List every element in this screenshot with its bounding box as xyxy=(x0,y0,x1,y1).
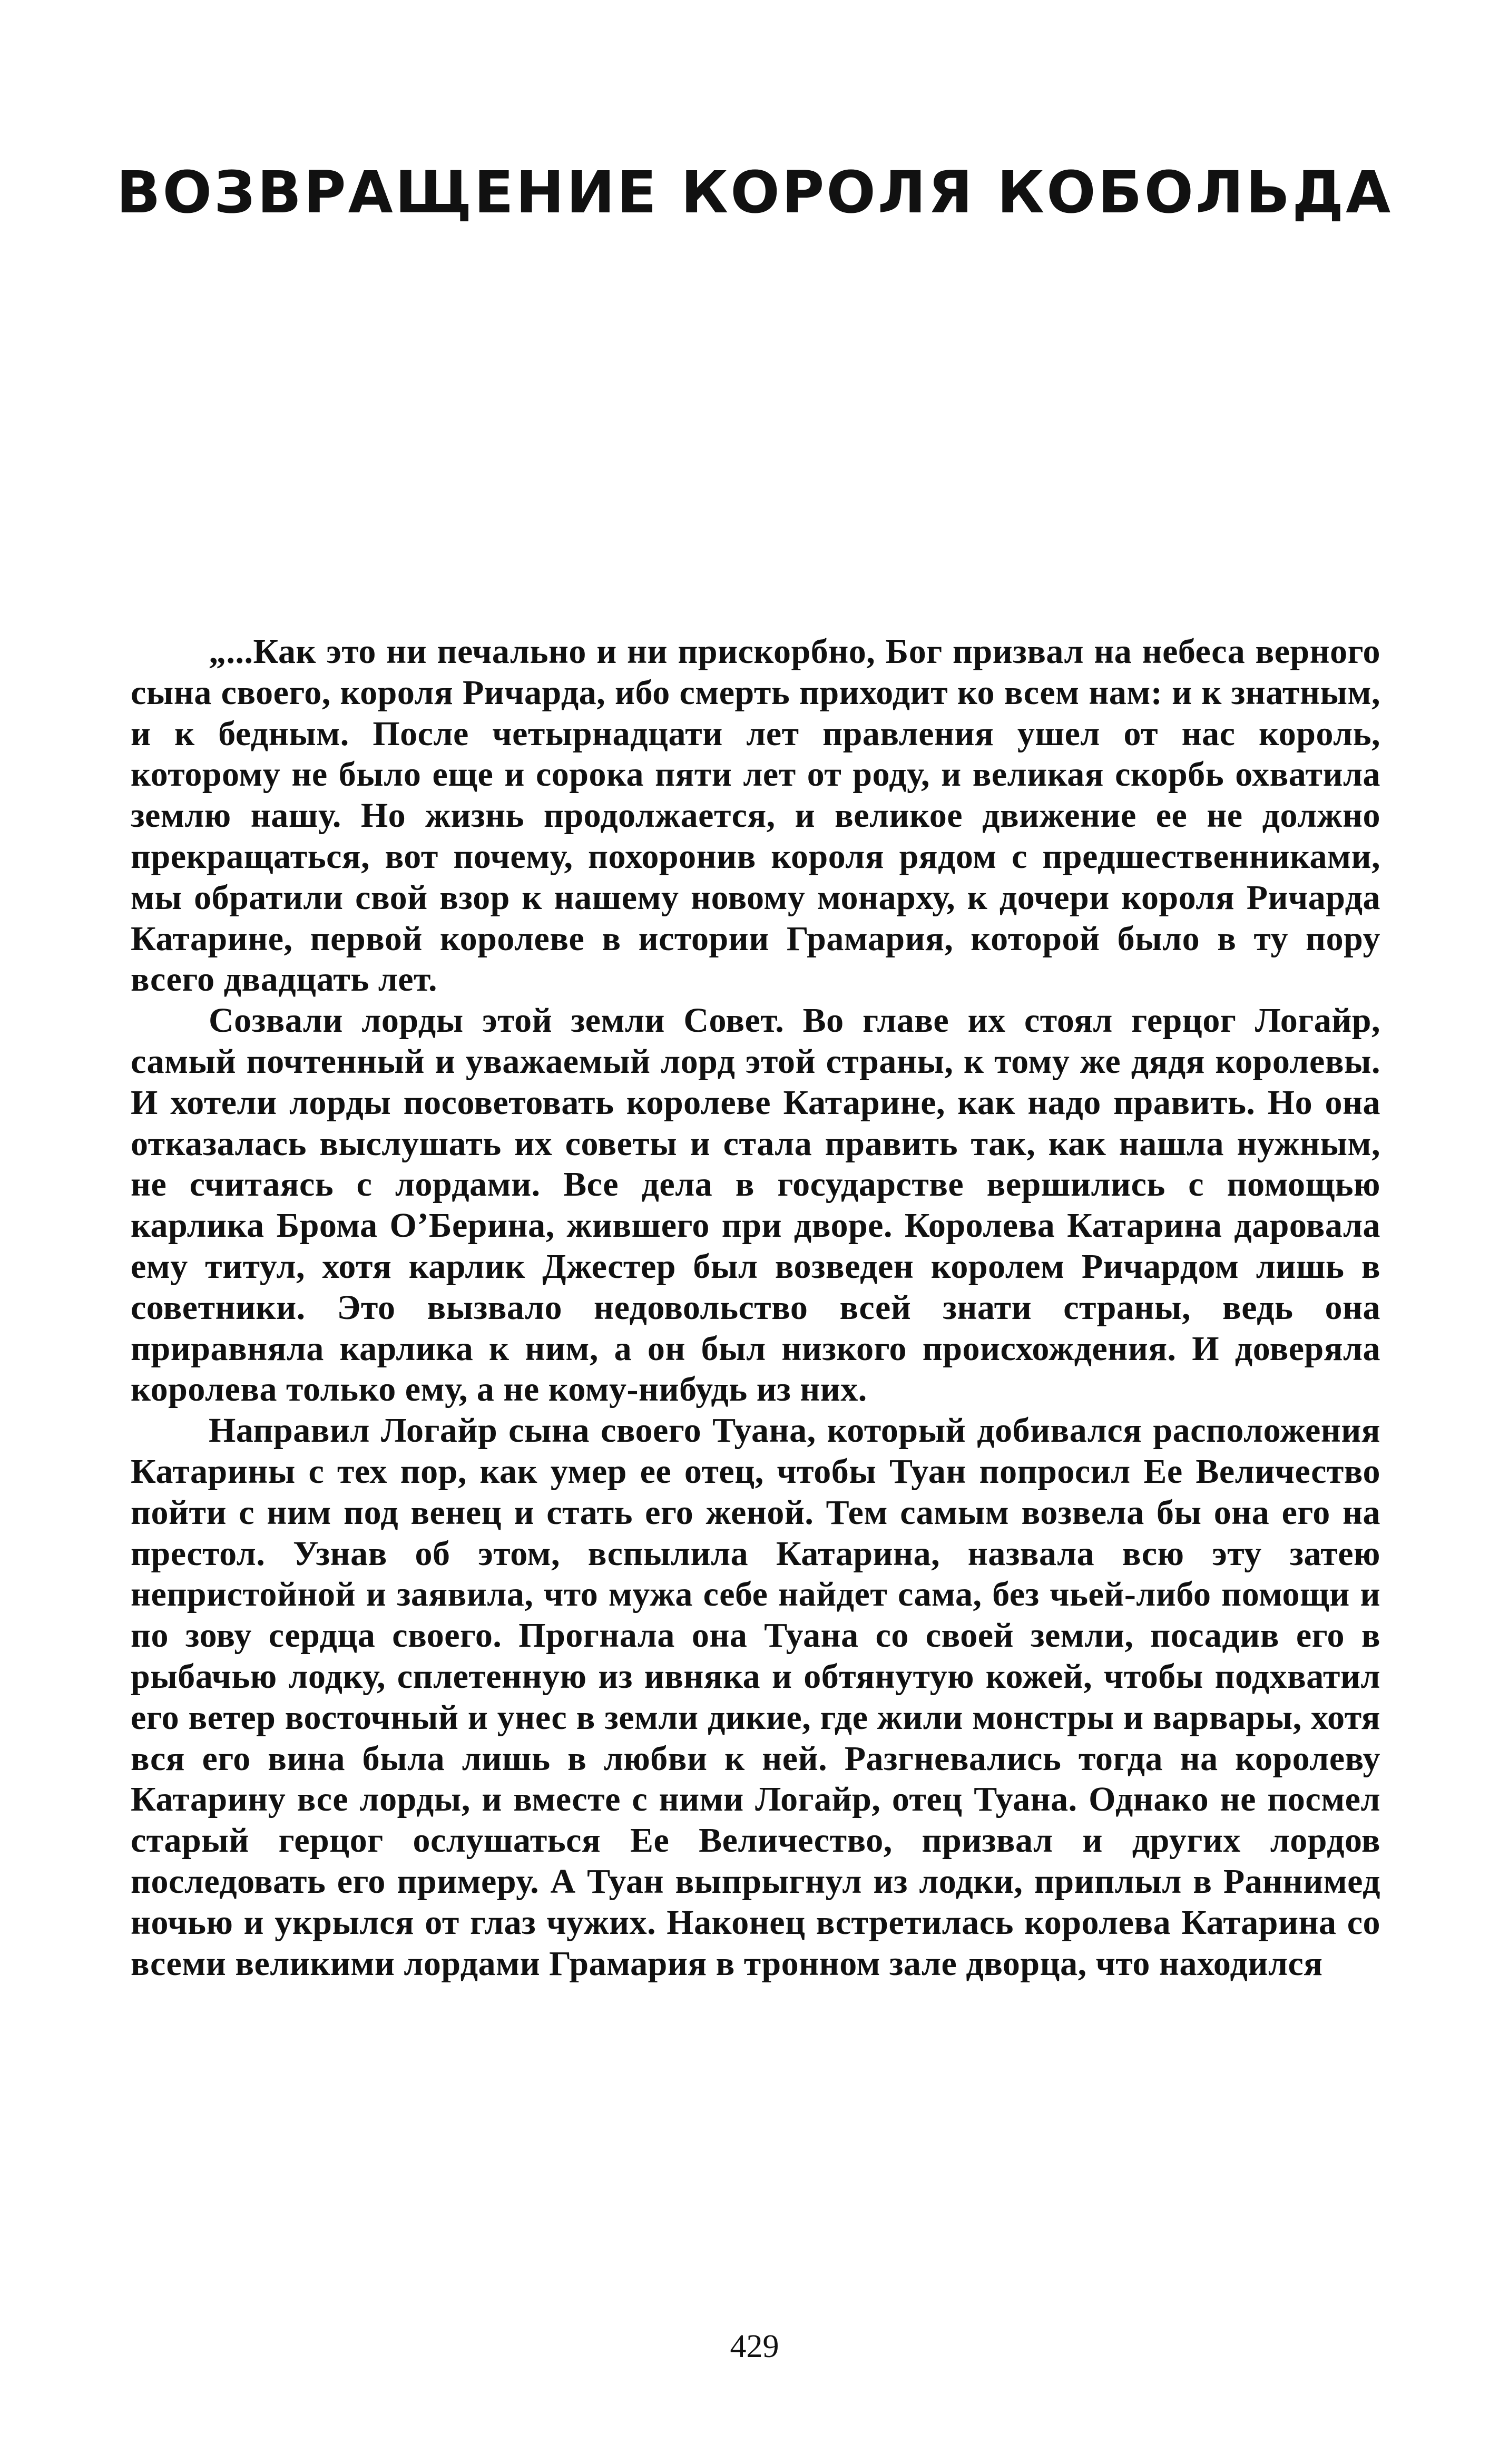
paragraph-3: Направил Логайр сына своего Туана, который добивался расположения Катарины с тех пор, как умер ее отец, чтобы Туан попросил Ее Величество пойти с ним под венец и стать его женой. Тем самым возвела бы она его на престол. Узнав об этом, вспылила Катарина, назвала всю эту затею непристойной и заявила, что мужа себе найдет сама, без чьей-либо помощи и по зову сердца своего. Прогнала она Туана со своей земли, посадив его в рыбачью лодку, сплетенную из ивняка и обтянутую кожей, чтобы подхватил его ветер восточный и унес в земли дикие, где жили монстры и варвары, хотя вся его вина была лишь в любви к ней. Разгневались тогда на королеву Катарину все лорды, и вместе с ними Логайр, отец Туана. Однако не посмел старый герцог ослушаться Ее Величество, призвал и других лордов последовать его примеру. А Туан выпрыгнул из лодки, приплыл в Раннимед ночью и укрылся от глаз чужих. Наконец встретилась королева Катарина со всеми великими лордами Грамария в тронном зале дворца, что находился xyxy=(131,1411,1380,1983)
chapter-title: ВОЗВРАЩЕНИЕ КОРОЛЯ КОБОЛЬДА xyxy=(116,159,1393,226)
page-number: 429 xyxy=(730,2329,779,2364)
body-text xyxy=(131,631,1380,1984)
paragraph-1: „...Как это ни печально и ни прискорбно, Бог призвал на небеса верного сына своего, короля Ричарда, ибо смерть приходит ко всем нам: и к знатным, и к бедным. После четырнадцати лет правления ушел от нас король, которому не было еще и сорока пяти лет от роду, и великая скорбь охватила землю нашу. Но жизнь продолжается, и великое движение ее не должно прекращаться, вот почему, похоронив короля рядом с предшественниками, мы обратили свой взор к нашему новому монарху, к дочери короля Ричарда Катарине, первой королеве в истории Грамария, которой было в ту пору всего двадцать лет. xyxy=(131,632,1380,999)
paragraph-2: Созвали лорды этой земли Совет. Во главе их стоял герцог Логайр, самый почтенный и уважаемый лорд этой страны, к тому же дядя королевы. И хотели лорды посоветовать королеве Катарине, как надо править. Но она отказалась выслушать их советы и стала править так, как нашла нужным, не считаясь с лордами. Все дела в государстве вершились с помощью карлика Брома О’Берина, жившего при дворе. Королева Катарина даровала ему титул, хотя карлик Джестер был возведен королем Ричардом лишь в советники. Это вызвало недовольство всей знати страны, ведь она приравняла карлика к ним, а он был низкого происхождения. И доверяла королева только ему, а не кому-нибудь из них. xyxy=(131,1001,1380,1409)
